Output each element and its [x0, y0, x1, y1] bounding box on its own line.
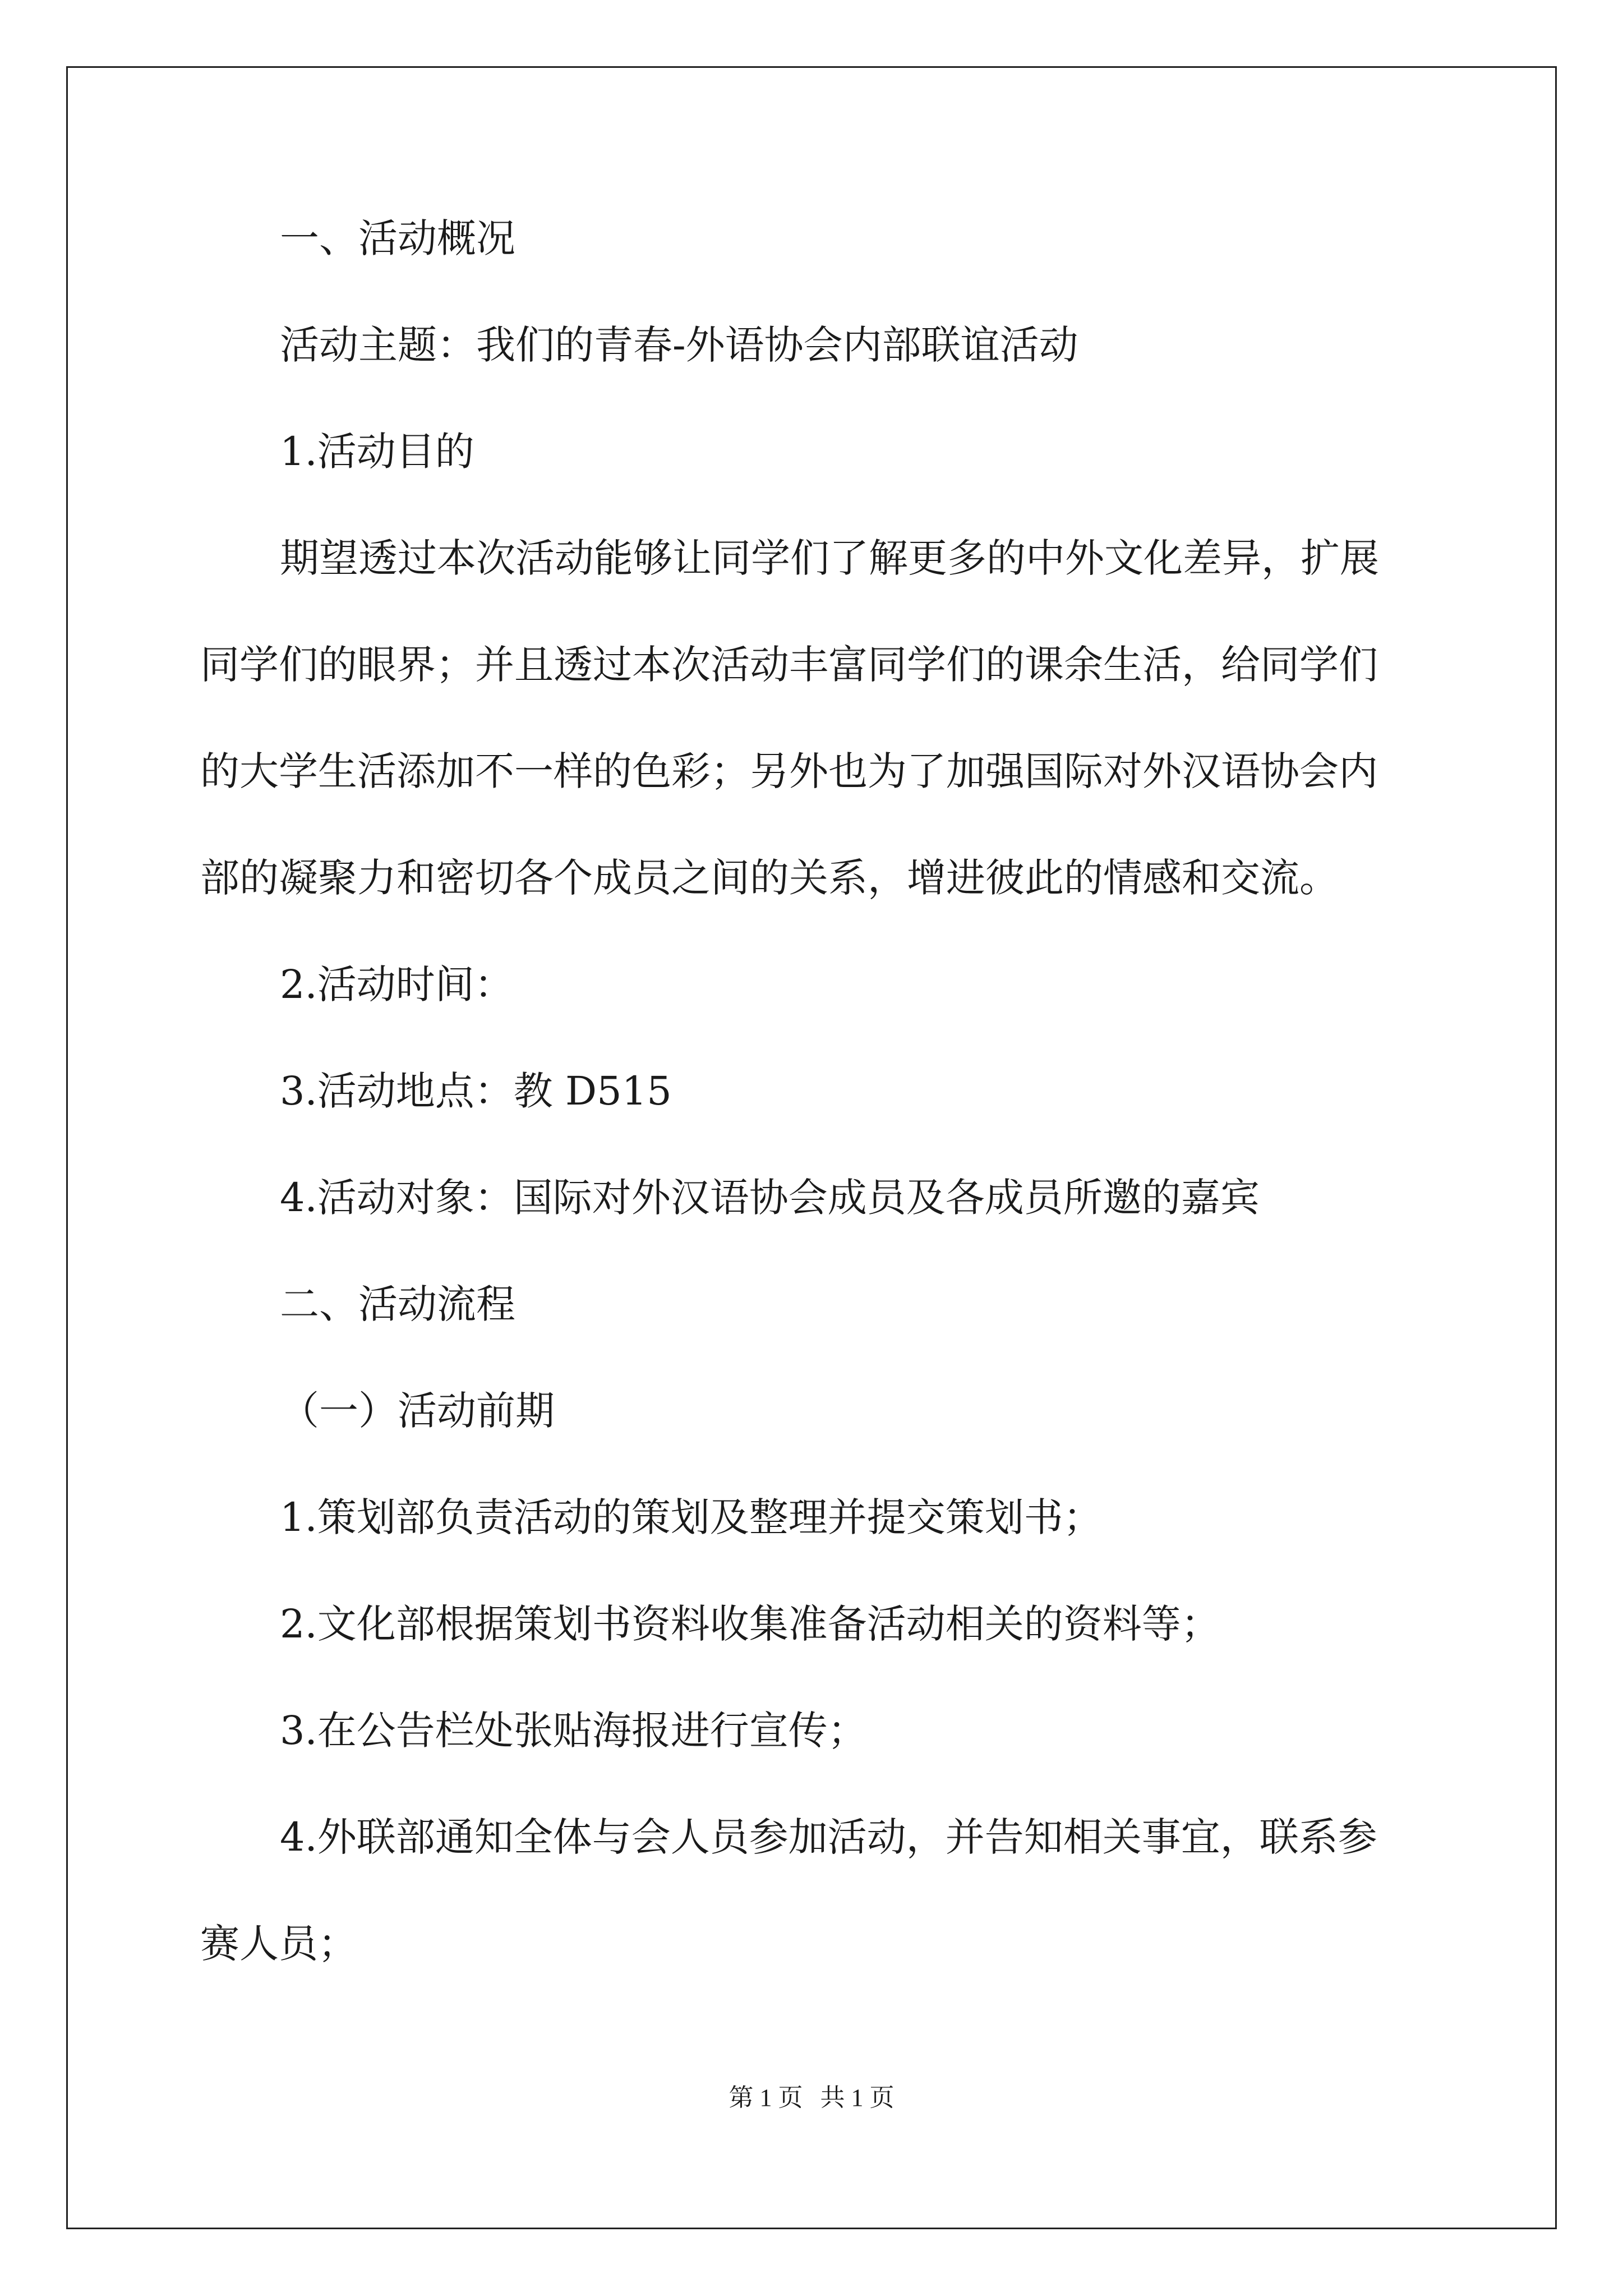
paragraph-line: 同学们的眼界；并且透过本次活动丰富同学们的课余生活，给同学们	[200, 642, 1378, 688]
item-audience: 4.活动对象：国际对外汉语协会成员及各成员所邀的嘉宾	[280, 1175, 1260, 1221]
section-heading-2: 二、活动流程	[280, 1281, 515, 1327]
page-footer	[0, 2081, 1623, 2115]
list-item-continuation: 赛人员；	[200, 1921, 357, 1967]
list-item: 3.在公告栏处张贴海报进行宣传；	[280, 1708, 867, 1754]
subsection-heading: （一）活动前期	[280, 1388, 555, 1434]
item-time: 2.活动时间：	[280, 961, 514, 1007]
item-purpose-heading: 1.活动目的	[280, 429, 474, 475]
page-total: 共 1 页	[820, 2084, 895, 2111]
paragraph-line: 期望透过本次活动能够让同学们了解更多的中外文化差异，扩展	[280, 535, 1379, 581]
activity-theme: 活动主题：我们的青春-外语协会内部联谊活动	[280, 322, 1078, 368]
paragraph-line: 的大学生活添加不一样的色彩；另外也为了加强国际对外汉语协会内	[200, 748, 1378, 794]
paragraph-line: 部的凝聚力和密切各个成员之间的关系，增进彼此的情感和交流。	[200, 855, 1339, 901]
section-heading-1: 一、活动概况	[280, 215, 515, 261]
list-item: 1.策划部负责活动的策划及整理并提交策划书；	[280, 1494, 1103, 1540]
page-border	[66, 66, 1557, 2229]
list-item: 2.文化部根据策划书资料收集准备活动相关的资料等；	[280, 1601, 1220, 1647]
page-number: 第 1 页	[728, 2084, 803, 2111]
item-location: 3.活动地点：教 D515	[280, 1068, 672, 1114]
list-item: 4.外联部通知全体与会人员参加活动，并告知相关事宜，联系参	[280, 1814, 1377, 1860]
